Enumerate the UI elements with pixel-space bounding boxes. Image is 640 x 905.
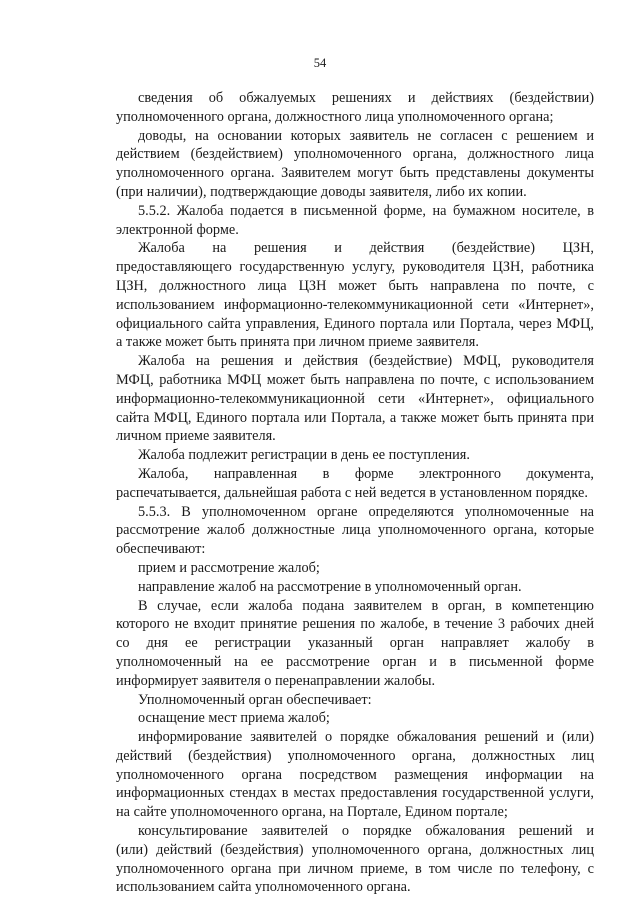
text-line: использованием сайта уполномоченного органа. [116, 879, 411, 896]
text-line: 5.5.3. В уполномоченном органе определяются уполномоченные на [138, 503, 594, 520]
text-line: со дня ее регистрации указанный орган направляет жалобу в [116, 635, 594, 652]
text-line: информирует заявителя о перенаправлении жалобы. [116, 672, 436, 689]
text-line: информационно-телекоммуникационной сети «Интернет», официального [116, 390, 594, 407]
text-line: доводы, на основании которых заявитель не согласен с решением и [138, 127, 594, 144]
text-line: В случае, если жалоба подана заявителем в орган, в компетенцию [138, 597, 594, 614]
text-line: направление жалоб на рассмотрение в уполномоченный орган. [138, 578, 522, 595]
text-line: Жалоба, направленная в форме электронного документа, [138, 465, 594, 482]
text-line: Жалоба подлежит регистрации в день ее поступления. [138, 447, 470, 464]
text-line: действием (бездействием) уполномоченного органа, должностного лица [116, 146, 594, 163]
text-line: оснащение мест приема жалоб; [138, 710, 330, 727]
text-line: обеспечивают: [116, 541, 206, 558]
text-line: информирование заявителей о порядке обжалования решений и (или) [138, 729, 594, 746]
text-line: а также может быть принята при личном приеме заявителя. [116, 334, 479, 351]
text-line: уполномоченного органа посредством размещения информации на [116, 766, 594, 783]
text-line: официального сайта управления, Единого портала или Портала, через МФЦ, [116, 315, 594, 332]
text-line: уполномоченного органа при личном приеме, в том числе по телефону, с [116, 860, 594, 877]
text-line: информационных стендах в местах предоставления государственной услуги, [116, 785, 594, 802]
text-line: (при наличии), подтверждающие доводы заявителя, либо их копии. [116, 183, 527, 200]
text-line: на сайте уполномоченного органа, на Портале, Едином портале; [116, 804, 508, 821]
text-line: сведения об обжалуемых решениях и действиях (бездействии) [138, 90, 594, 106]
text-line: электронной форме. [116, 221, 239, 238]
text-line: действий (бездействия) уполномоченного органа, должностных лиц [116, 747, 594, 764]
text-line: распечатывается, дальнейшая работа с ней ведется в установленном порядке. [116, 484, 588, 501]
text-line: МФЦ, работника МФЦ может быть направлена по почте, с использованием [116, 371, 594, 388]
text-line: Жалоба на решения и действия (бездействие) МФЦ, руководителя [138, 353, 594, 370]
text-line: 5.5.2. Жалоба подается в письменной форме, на бумажном носителе, в [138, 202, 594, 219]
text-line: личном приеме заявителя. [116, 428, 276, 445]
document-body [116, 89, 594, 897]
text-line: прием и рассмотрение жалоб; [138, 559, 320, 576]
text-line: (или) действий (бездействия) уполномоченного органа, должностных лиц [116, 841, 594, 858]
text-line: Жалоба на решения и действия (бездействие) ЦЗН, [138, 240, 594, 257]
text-line: использованием информационно-телекоммуникационной сети «Интернет», [116, 296, 594, 313]
text-line: ЦЗН, должностного лица ЦЗН может быть направлена по почте, с [116, 277, 594, 294]
text-line: Уполномоченный орган обеспечивает: [138, 691, 372, 708]
text-line: предоставляющего государственную услугу, руководителя ЦЗН, работника [116, 259, 594, 276]
text-line: уполномоченного органа, должностного лица уполномоченного органа; [116, 108, 554, 125]
text-line: сайта МФЦ, Единого портала или Портала, а также может быть принята при [116, 409, 594, 426]
text-line: уполномоченный на ее рассмотрение орган и в письменной форме [116, 653, 594, 670]
text-line: рассмотрение жалоб должностные лица уполномоченного органа, которые [116, 522, 594, 539]
text-line: уполномоченного органа. Заявителем могут быть представлены документы [116, 165, 594, 182]
text-line: которого не входит принятие решения по жалобе, в течение 3 рабочих дней [116, 616, 594, 633]
text-line: консультирование заявителей о порядке обжалования решений и [138, 823, 594, 840]
page-number: 54 [313, 56, 327, 70]
